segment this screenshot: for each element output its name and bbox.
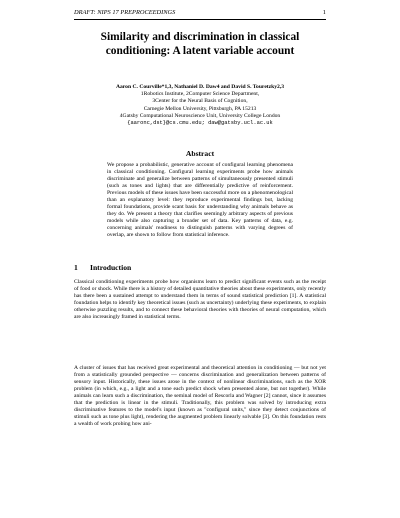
author-emails: {aaronc,dst}@cs.cmu.edu; daw@gatsby.ucl.ac.uk: [127, 120, 273, 127]
page-number: 1: [322, 9, 326, 16]
abstract-heading: Abstract: [185, 149, 215, 158]
affiliation-4: 4Gatsby Computational Neuroscience Unit, University College London: [119, 112, 281, 119]
author-names: Aaron C. Courville*1,3, Nathaniel D. Daw4 and David S. Touretzky2,3: [115, 84, 285, 90]
intro-paragraph-1: Classical conditioning experiments probe how organisms learn to predict significant events such as the receipt of food or shock. While there is a history of detailed quantitative theories about these experiments, only recently has there been a sustained attempt to understand them in terms of sound statistical prediction [1]. A statistical foundation helps to identify key theoretical issues (such as uncertainty) underlying these experiments, to explain otherwise puzzling results, and to connect these behavioral theories with theories of neural computation, which are also increasingly framed in statistical terms.: [74, 279, 326, 321]
header-draft-label: DRAFT: NIPS 17 PREPROCEEDINGS: [74, 9, 176, 16]
title-line-1: Similarity and discrimination in classical: [100, 31, 300, 43]
author-block: [60, 84, 340, 127]
section-heading: [74, 263, 131, 272]
intro-paragraph-2: A cluster of issues that has received great experimental and theoretical attention in conditioning — but not yet from a statistically grounded perspective — concerns discrimination and generalization between patterns of sensory input. Historically, these issues arose in the context of nonlinear discriminations, such as the XOR problem (in which, e.g., a light and a tone each predict shock when presented alone, but not together). While animals can learn such a discrimination, the seminal model of Rescorla and Wagner [2] cannot, since it assumes that the prediction is linear in the stimuli. Traditionally, this problem was solved by introducing extra discriminative features to the model's input (known as "configural units," since they detect conjunctions of stimuli such as tone plus light), rendering the augmented problem linearly solvable [3]. On this foundation rests a wealth of work probing how ani-: [74, 365, 326, 428]
section-number: 1: [74, 263, 78, 272]
paper-title: [60, 30, 340, 58]
section-title: Introduction: [90, 263, 132, 272]
affiliation-1: 1Robotics Institute, 2Computer Science Department,: [140, 91, 260, 98]
abstract-text: We propose a probabilistic, generative account of configural learning phenomena in classical conditioning. Configural learning experiments probe how animals discriminate and generalize between patterns of simultaneously presented stimuli (such as tones and lights) that are differentially predictive of reinforcement. Previous models of these issues have been successful more on a phenomenological than an explanatory level: they reproduce experimental findings but, lacking formal foundations, provide scant basis for understanding why animals behave as they do. We present a theory that clarifies seemingly arbitrary aspects of previous models while also capturing a broader set of data. Key patterns of data, e.g. concerning animals' readiness to distinguish patterns with varying degrees of overlap, are shown to follow from statistical inference.: [107, 162, 293, 239]
running-header: [74, 9, 326, 20]
affiliation-3: Carnegie Mellon University, Pittsburgh, PA 15213: [143, 105, 257, 112]
title-line-2: conditioning: A latent variable account: [105, 45, 295, 57]
affiliation-2: 3Center for the Neural Basis of Cognition,: [152, 98, 248, 105]
